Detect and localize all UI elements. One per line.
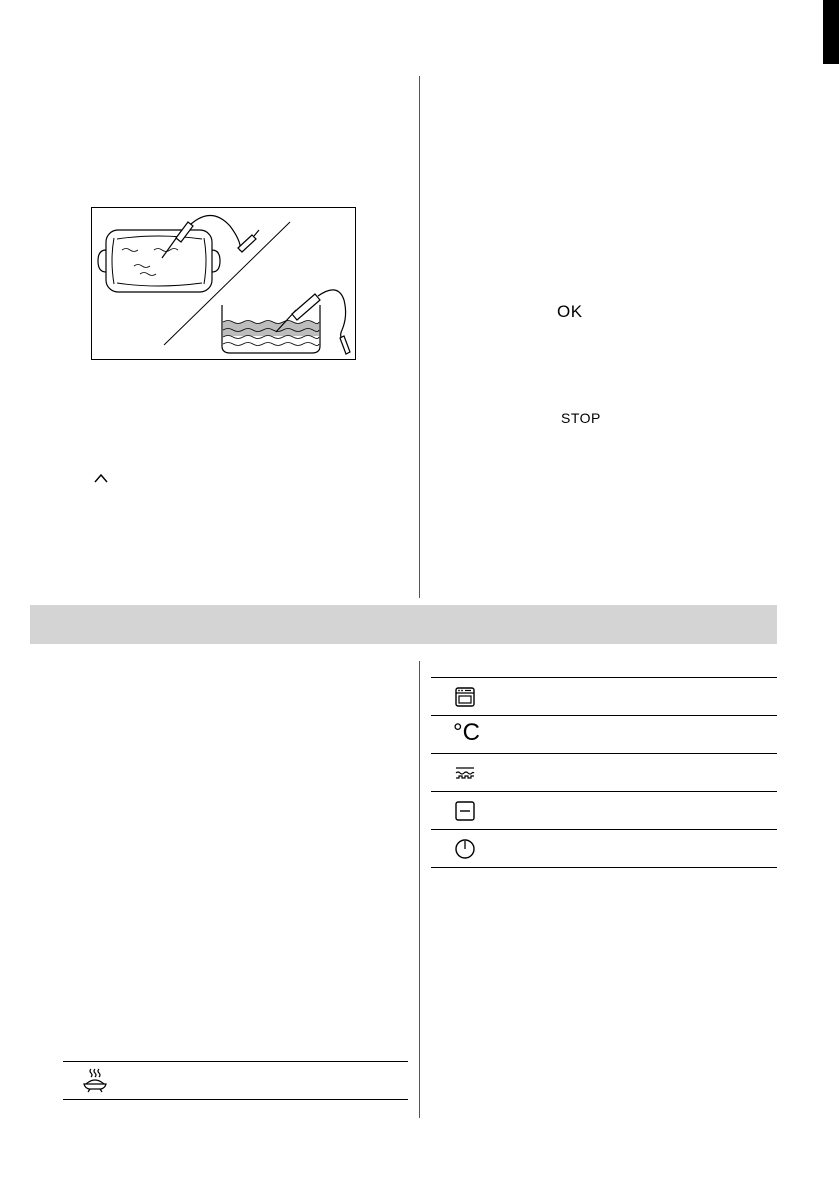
roasting-dish-icon [98,230,220,292]
casserole-pot-icon [222,290,350,354]
keep-warm-table [63,1061,408,1100]
table-row [431,753,777,791]
keep-warm-icon [82,1066,108,1094]
clock-icon [453,837,477,861]
table-row [431,677,777,715]
chevron-up-icon [93,472,109,484]
page-edge-marker [823,0,839,64]
table-row [431,829,777,868]
figure-svg [92,208,357,361]
section-heading-bar [30,605,777,644]
stop-button-symbol: STOP [561,410,601,426]
ok-button-symbol: OK [557,302,583,321]
column-divider [419,76,420,598]
celsius-icon: °C [453,719,480,746]
column-divider [419,661,420,1118]
display-symbols-table [431,677,777,868]
table-row [63,1061,408,1100]
table-row [431,791,777,829]
table-row [431,715,777,753]
core-temperature-sensor-illustration [91,207,356,360]
steam-heat-icon [453,761,477,785]
minus-display-icon [453,799,477,823]
oven-function-icon [453,685,477,709]
